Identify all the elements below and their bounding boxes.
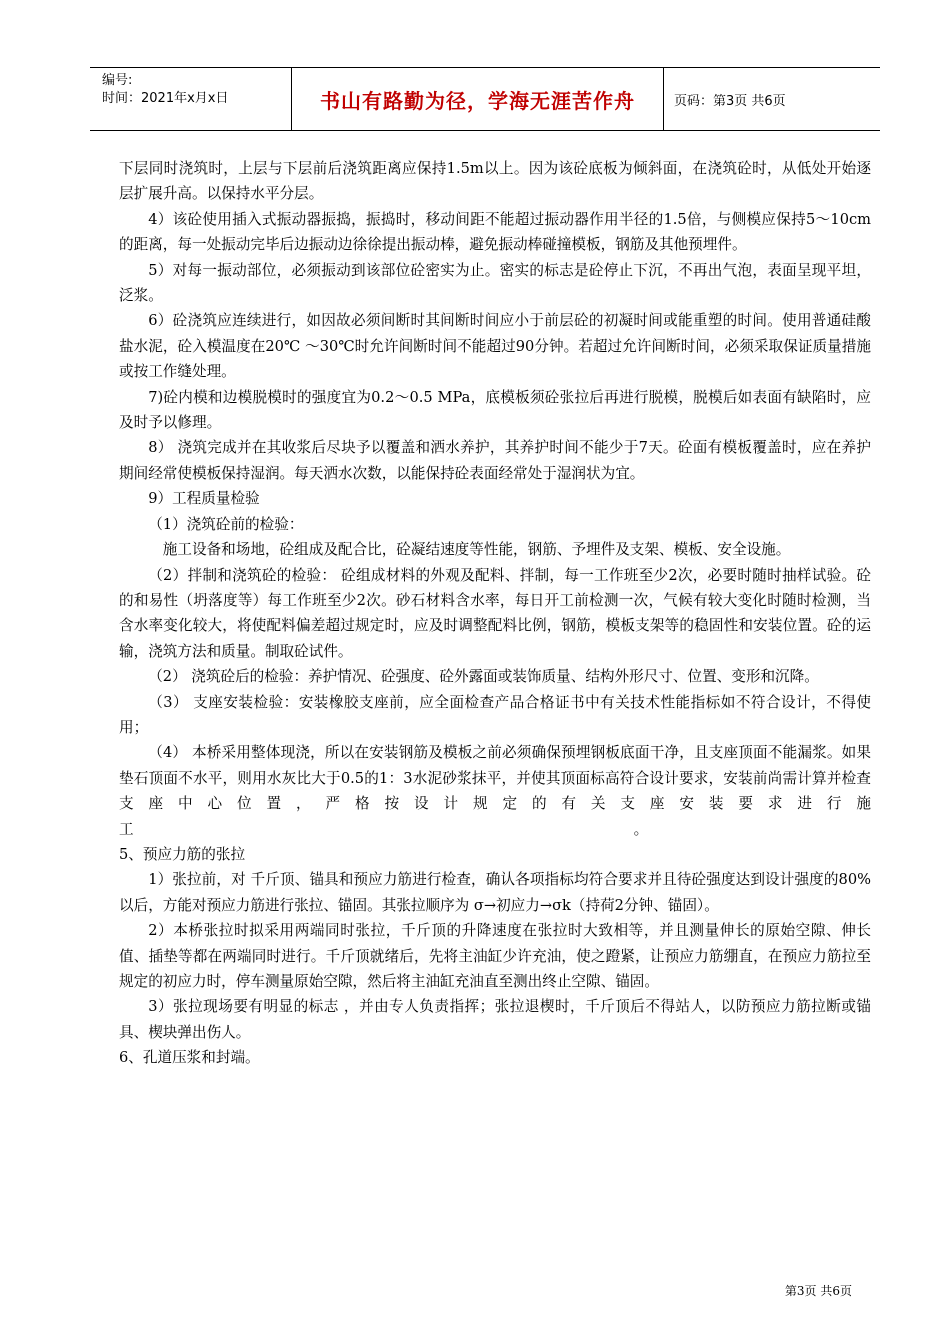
section-heading: 6、孔道压浆和封端。 bbox=[119, 1049, 260, 1067]
paragraph: 施工设备和场地，砼组成及配合比，砼凝结速度等性能，钢筋、予埋件及支架、模板、安全设施。 bbox=[162, 541, 791, 559]
header-page-label: 页码：第3页 共6页 bbox=[674, 93, 786, 109]
page-header bbox=[90, 67, 880, 131]
paragraph: 6）砼浇筑应连续进行，如因故必须间断时其间断时间应小于前层砼的初凝时间或能重塑的时间。使用普通硅酸盐水泥，砼入模温度在20℃ ～30℃时允许间断时间不能超过90分钟。若超过允许间断时间，必须采取保证质量措施或按工作缝处理。 bbox=[119, 312, 871, 381]
paragraph: 8） 浇筑完成并在其收浆后尽块予以覆盖和洒水养护，其养护时间不能少于7天。砼面有模板覆盖时，应在养护期间经常使模板保持湿润。每天洒水次数，以能保持砼表面经常处于湿润状为宜。 bbox=[119, 439, 871, 482]
paragraph: 下层同时浇筑时，上层与下层前后浇筑距离应保持1.5m以上。因为该砼底板为倾斜面，在浇筑砼时，从低处开始逐层扩展升高。以保持水平分层。 bbox=[119, 160, 871, 203]
paragraph: 3）张拉现场要有明显的标志 ，并由专人负责指挥；张拉退楔时，千斤顶后不得站人，以防预应力筋拉断或锚具、楔块弹出伤人。 bbox=[119, 998, 871, 1041]
paragraph: （3） 支座安装检验：安装橡胶支座前，应全面检查产品合格证书中有关技术性能指标如不符合设计，不得使用； bbox=[119, 693, 871, 736]
section-heading: 5、预应力筋的张拉 bbox=[119, 845, 246, 863]
document-body bbox=[119, 156, 871, 1071]
page-footer: 第3页 共6页 bbox=[784, 1284, 852, 1298]
paragraph-text: （4） 本桥采用整体现浇，所以在安装钢筋及模板之前必须确保预埋钢板底面干净，且支座顶面不能漏浆。如果垫石顶面不水平，则用水灰比大于0.5的1：3水泥砂浆抹平，并使其顶面标高符合设计要求，安装前尚需计算并检查支座中心位置，严格按设计规定的有关支座安装要求进行施工 bbox=[119, 744, 871, 838]
header-meta bbox=[90, 68, 292, 130]
subsection-heading: （1）浇筑砼前的检验： bbox=[148, 515, 304, 533]
time-label: 时间：2021年x月x日 bbox=[102, 91, 229, 106]
paragraph: 7)砼内模和边模脱模时的强度宜为0.2～0.5 MPa，底模板须砼张拉后再进行脱模，脱模后如表面有缺陷时，应及时予以修理。 bbox=[119, 388, 871, 432]
paragraph: 4）该砼使用插入式振动器振捣，振捣时，移动间距不能超过振动器作用半径的1.5倍，与侧模应保持5～10cm的距离，每一处振动完毕后边振动边徐徐提出振动棒，避免振动棒碰撞模板，钢筋及其他预埋件。 bbox=[119, 210, 871, 254]
paragraph: （2） 浇筑砼后的检验：养护情况、砼强度、砼外露面或装饰质量、结构外形尺寸、位置、变形和沉降。 bbox=[148, 668, 819, 686]
number-label: 编号: bbox=[102, 73, 133, 88]
paragraph: 2）本桥张拉时拟采用两端同时张拉，千斤顶的升降速度在张拉时大致相等，并且测量伸长的原始空隙、伸长值、插垫等都在两端同时进行。千斤顶就绪后，先将主油缸少许充油，使之蹬紧，让预应力筋绷直，在预应力筋拉至规定的初应力时，停车测量原始空隙，然后将主油缸充油直至测出终止空隙、锚固。 bbox=[119, 922, 871, 990]
section-heading: 9）工程质量检验 bbox=[148, 490, 260, 508]
header-motto: 书山有路勤为径，学海无涯苦作舟 bbox=[292, 68, 664, 130]
paragraph: 1）张拉前，对 千斤顶、锚具和预应力筋进行检查，确认各项指标均符合要求并且待砼强度达到设计强度的80%以后，方能对预应力筋进行张拉、锚固。其张拉顺序为 σ→初应力→σk（持荷2分钟、锚固）。 bbox=[119, 871, 871, 914]
paragraph: 5）对每一振动部位，必须振动到该部位砼密实为止。密实的标志是砼停止下沉，不再出气泡，表面呈现平坦，泛浆。 bbox=[119, 261, 871, 305]
paragraph: （2）拌制和浇筑砼的检验： 砼组成材料的外观及配料、拌制，每一工作班至少2次，必要时随时抽样试验。砼的和易性（坍落度等）每工作班至少2次。砂石材料含水率，每日开工前检测一次，气候有较大变化时随时检测，当含水率变化较大，将使配料偏差超过规定时，应及时调整配料比例，钢筋，模板支架等的稳固性和安装位置。砼的运输，浇筑方法和质量。制取砼试件。 bbox=[119, 566, 871, 660]
trailing-period: 。 bbox=[633, 820, 649, 838]
paragraph bbox=[119, 740, 871, 842]
